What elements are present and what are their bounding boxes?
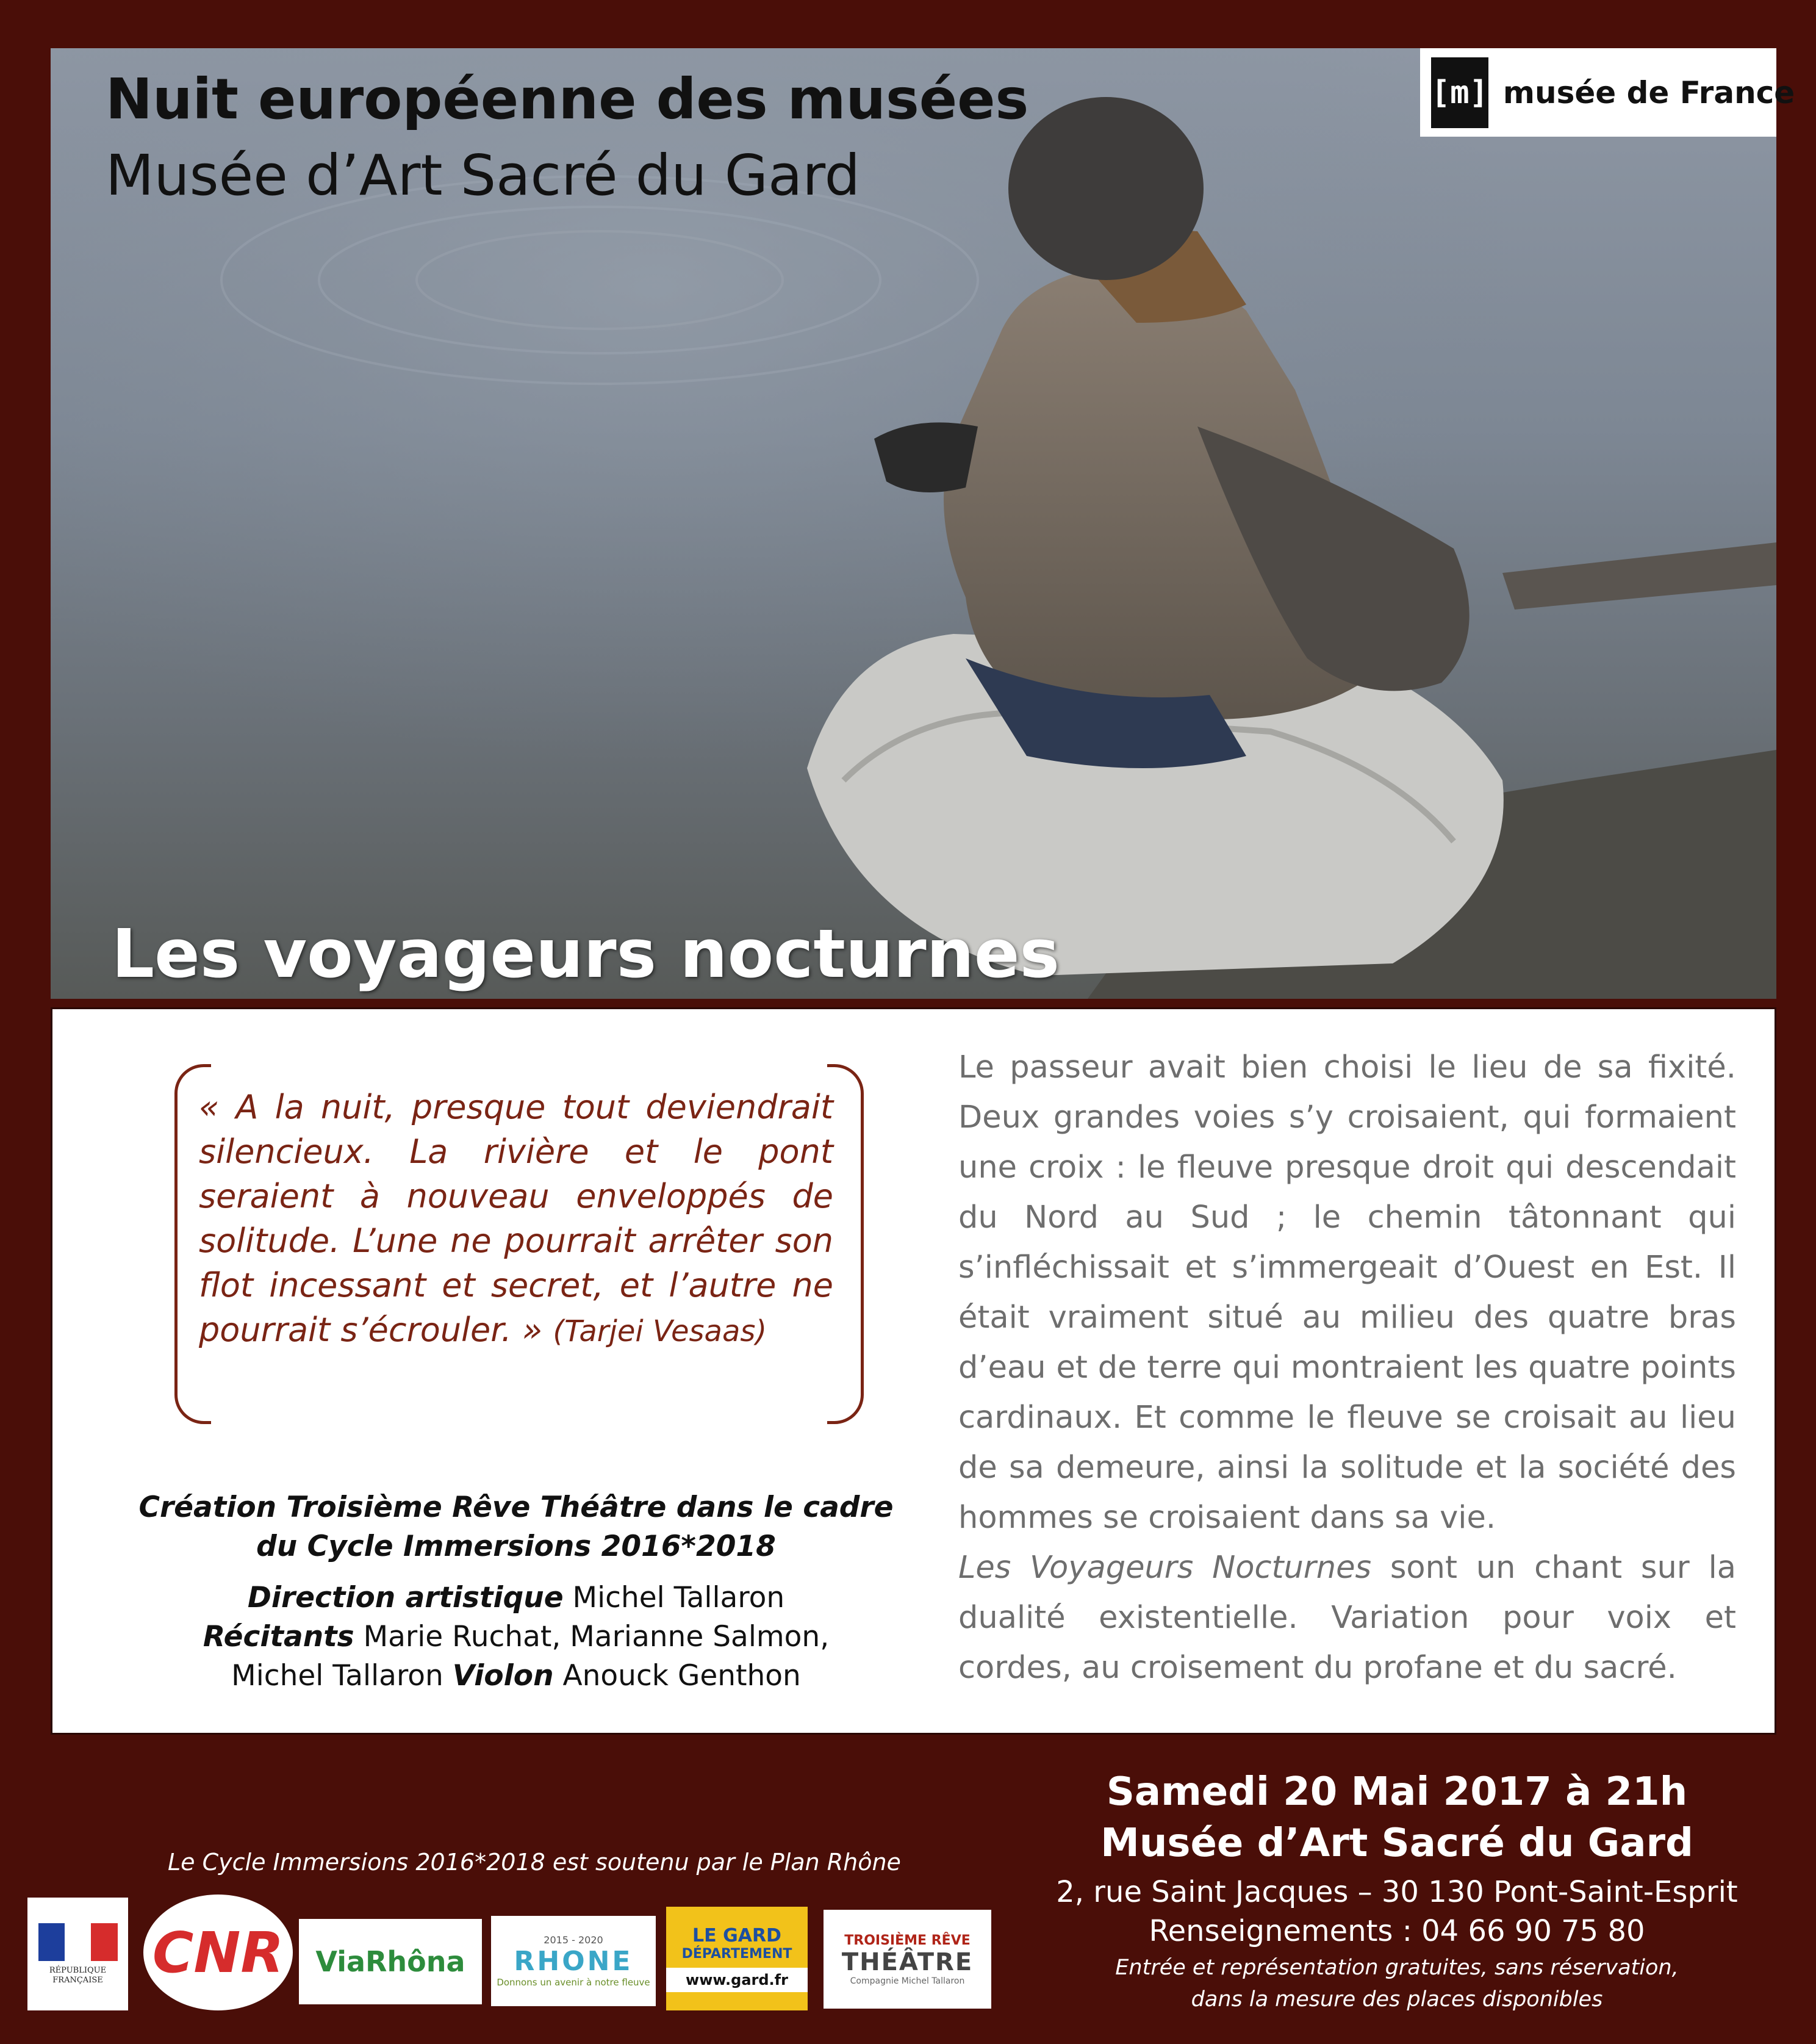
- musee-de-france-icon: [m]: [1431, 57, 1488, 128]
- viarhona-logo: [299, 1919, 482, 2004]
- quote-text: « A la nuit, presque tout deviendrait silencieux. La rivière et le pont seraient à nouveau enveloppés de solitude. L’une ne pourrait arrêter son flot incessant et secret, et l’autre ne pourrait s’écrouler. »: [199, 1088, 833, 1349]
- gard-label: LE GARD: [692, 1925, 781, 1946]
- sponsor-logos: [24, 1895, 1013, 2017]
- event-phone: Renseignements : 04 66 90 75 80: [1149, 1914, 1645, 1948]
- description-rest: sont un chant sur la dualité existentielle. Variation pour voix et cordes, au croisement du profane et du sacré.: [958, 1550, 1736, 1686]
- gard-url: www.gard.fr: [666, 1968, 808, 1992]
- gard-departement-label: DÉPARTEMENT: [681, 1946, 792, 1962]
- museum-title: Musée d’Art Sacré du Gard: [106, 143, 861, 208]
- theatre-label-3: Compagnie Michel Tallaron: [850, 1976, 965, 1986]
- recitants-label: Récitants: [203, 1620, 354, 1654]
- plan-rhone-slogan: Donnons un avenir à notre fleuve: [497, 1977, 650, 1988]
- quote: [199, 1085, 833, 1354]
- hero-photo: [51, 48, 1795, 999]
- quote-box: [174, 1064, 864, 1424]
- credits: [138, 1488, 894, 1696]
- event-info: [1031, 1766, 1763, 2014]
- credit-recitants-violon: [138, 1657, 894, 1696]
- plan-rhone-years: 2015 - 2020: [544, 1934, 603, 1946]
- description-paragraph-1: Le passeur avait bien choisi le lieu de sa fixité. Deux grandes voies s’y croisaient, qui formaient une croix : le fleuve presque droit qui descendait du Nord au Sud ; le chemin tâtonnant qui s’infléchissait et s’immergeait d’Ouest en Est. Il était vraiment situé au milieu des quatre bras d’eau et de terre qui montraient les quatre points cardinaux. Et comme le fleuve se croisait au lieu de sa demeure, ainsi la solitude et la société des hommes se croisaient dans sa vie.: [958, 1049, 1736, 1536]
- gard-departement-logo: [666, 1907, 808, 2010]
- event-series-title: Nuit européenne des musées: [106, 67, 1029, 132]
- show-title: Les voyageurs nocturnes: [112, 915, 1060, 993]
- event-date: Samedi 20 Mai 2017 à 21h: [1106, 1769, 1688, 1815]
- plan-rhone-label: RHONE: [514, 1946, 633, 1977]
- credits-body: [138, 1578, 894, 1696]
- event-venue: Musée d’Art Sacré du Gard: [1100, 1821, 1693, 1866]
- description-paragraph-2: [958, 1543, 1736, 1693]
- musee-de-france-logo: [1420, 48, 1795, 137]
- recitants-names: Marie Ruchat, Marianne Salmon,: [354, 1620, 830, 1654]
- credits-heading-line1: Création Troisième Rêve Théâtre dans le cadre: [138, 1491, 894, 1524]
- credit-direction: [138, 1578, 894, 1618]
- content-panel: [51, 1007, 1776, 1735]
- description: [958, 1043, 1736, 1693]
- violon-name: Anouck Genthon: [553, 1659, 801, 1693]
- direction-label: Direction artistique: [247, 1581, 564, 1614]
- viarhona-label: ViaRhôna: [315, 1945, 465, 1978]
- credits-heading-line2: du Cycle Immersions 2016*2018: [256, 1530, 776, 1563]
- event-address: 2, rue Saint Jacques – 30 130 Pont-Saint-Esprit: [1056, 1875, 1738, 1909]
- recitants-names-2: Michel Tallaron: [231, 1659, 453, 1693]
- cnr-logo: [143, 1895, 293, 2010]
- plan-rhone-logo: [491, 1916, 656, 2006]
- event-note-line1: Entrée et représentation gratuites, sans réservation,: [1115, 1956, 1679, 1980]
- direction-name: Michel Tallaron: [563, 1581, 785, 1614]
- republique-francaise-logo: [27, 1898, 128, 2010]
- description-title: Les Voyageurs Nocturnes: [958, 1550, 1372, 1586]
- french-flag-icon: [38, 1923, 118, 1961]
- credits-heading: [138, 1488, 894, 1566]
- cnr-label: CNR: [152, 1920, 284, 1985]
- republique-francaise-label: RÉPUBLIQUE FRANÇAISE: [49, 1965, 107, 1985]
- violon-label: Violon: [452, 1659, 554, 1693]
- event-note-line2: dans la mesure des places disponibles: [1191, 1987, 1603, 2012]
- musee-de-france-label: musée de France: [1502, 74, 1795, 110]
- support-line: Le Cycle Immersions 2016*2018 est soutenu par le Plan Rhône: [168, 1849, 901, 1876]
- troisieme-reve-theatre-logo: [824, 1910, 991, 2009]
- theatre-label-1: TROISIÈME RÊVE: [844, 1932, 971, 1948]
- theatre-label-2: THÉÂTRE: [841, 1948, 974, 1976]
- credit-recitants: [138, 1618, 894, 1657]
- quote-author: (Tarjei Vesaas): [553, 1314, 767, 1348]
